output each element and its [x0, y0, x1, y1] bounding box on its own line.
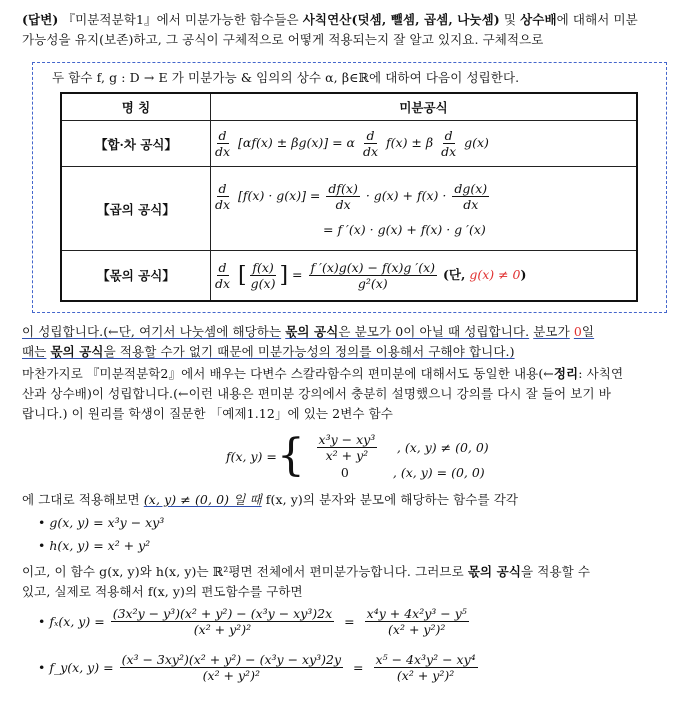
- text: ): [520, 266, 527, 282]
- apply-paragraph: [22, 490, 677, 510]
- derivative-table: [60, 92, 638, 302]
- text: 및: [503, 12, 517, 27]
- table-row: [61, 251, 637, 301]
- table-row: [61, 167, 637, 251]
- text: dx: [335, 196, 351, 212]
- text: d: [218, 180, 227, 196]
- multivariable-paragraph: [22, 364, 677, 424]
- text: fₓ(x, y) =: [49, 614, 105, 629]
- text: x³y − xy³: [318, 432, 376, 447]
- text: g(x): [464, 135, 489, 150]
- text: 을 적용할 수: [521, 564, 591, 579]
- text: g(x): [250, 275, 276, 291]
- sum-rule-formula: [211, 121, 638, 167]
- text: 분모가: [533, 324, 570, 339]
- intro-paragraph: [22, 10, 677, 50]
- condition-text: g(x) ≠ 0: [469, 266, 521, 282]
- text: d: [218, 128, 227, 143]
- text: df(x): [328, 180, 358, 196]
- text: : 사칙연: [578, 366, 624, 381]
- text: d: [218, 259, 227, 275]
- bold-text: 사칙연산(덧셈, 뺄셈, 곱셈, 나눗셈): [302, 12, 500, 27]
- text: dg(x): [454, 180, 488, 196]
- bold-text: 정리: [553, 366, 579, 381]
- brace-icon: {: [276, 430, 305, 481]
- text: g(x, y) = x³y − xy³: [49, 515, 165, 530]
- text: f(x, y) =: [226, 448, 277, 464]
- text: , (x, y) ≠ (0, 0): [396, 440, 489, 455]
- text: (x² + y²)²: [193, 622, 252, 637]
- conclusion-paragraph: [22, 562, 677, 602]
- text: (x² + y²)²: [388, 622, 446, 637]
- table-row: [61, 121, 637, 167]
- text: 가능성을 유지(보존)하고, 그 공식이 구체적으로 어떻게 적용되는지 잘 알고 있지요. 구체적으로: [22, 32, 544, 47]
- text: dx: [215, 275, 231, 291]
- table-header-formula: 미분공식: [211, 93, 638, 121]
- row-name: 【몫의 공식】: [61, 251, 211, 301]
- text: 산과 상수배)이 성립합니다.(←이런 내용은 편미분 강의에서 충분히 설명했으니 강의를 다시 잘 들어 보기 바: [22, 386, 611, 401]
- text: (단,: [443, 266, 466, 282]
- text: 『미분적분학1』에서 미분가능한 함수들은: [62, 12, 299, 27]
- text: 을 적용할 수가 없기 때문에 미분가능성의 정의를 이용해서 구해야 합니다.): [103, 344, 515, 359]
- text: 때는: [22, 344, 47, 359]
- row-name: 【곱의 공식】: [61, 167, 211, 251]
- text: dx: [215, 196, 231, 212]
- text: dx: [441, 144, 457, 159]
- box-intro: 두 함수 f, g : D → E 가 미분가능 & 임의의 상수 α, β∈ℝ에 대하여 다음이 성립한다.: [52, 70, 520, 85]
- text: = f ′(x) · g(x) + f(x) · g ′(x): [323, 221, 486, 237]
- text: 이 성립합니다.(←단, 여기서 나눗셈에 해당하는: [22, 324, 282, 339]
- answer-label: (답변): [22, 12, 59, 27]
- text: (x² + y²)²: [396, 668, 455, 683]
- text: 일: [581, 324, 595, 339]
- text: f(x, y)의 분자와 분모에 해당하는 함수를 각각: [265, 492, 519, 507]
- text: =: [344, 614, 355, 629]
- text: (x³ − 3xy²)(x² + y²) − (x³y − xy³)2y: [121, 652, 342, 667]
- text: d: [366, 128, 375, 143]
- text: (3x²y − y³)(x² + y²) − (x³y − xy³)2x: [112, 606, 333, 621]
- piecewise-function: [226, 432, 489, 480]
- text: , (x, y) = (0, 0): [392, 465, 485, 480]
- bold-text: 몫의 공식: [50, 344, 104, 359]
- text: [αf(x) ± βg(x)] = α: [238, 135, 355, 150]
- red-text: 0: [573, 324, 582, 339]
- bold-text: 상수배: [520, 12, 557, 27]
- fx-derivative: • fₓ(x, y) = $\frac{\text{(3x²y − y³)(x² + y²) − (x³y − xy³)2x}}{\text{(x² + y²)²}}$ = $\frac{\text{x⁴y + 4x²y³ − y⁵}}{\text{(x² + y²)²}}$: [38, 606, 467, 637]
- text: dx: [463, 196, 479, 212]
- text: x⁴y + 4x²y³ − y⁵: [366, 606, 467, 621]
- text: 에 대해서 미분: [556, 12, 638, 27]
- text: x⁵ − 4x³y² − xy⁴: [375, 652, 476, 667]
- bold-text: 몫의 공식: [467, 564, 522, 579]
- note-paragraph: [22, 322, 677, 362]
- text: f_y(x, y) =: [49, 660, 114, 675]
- list-item: • h(x, y) = x² + y²: [38, 538, 151, 553]
- text: 랍니다.) 이 원리를 학생이 질문한 「예제1.12」에 있는 2변수 함수: [22, 406, 393, 421]
- text: 에 그대로 적용해보면: [22, 492, 140, 507]
- text: (x² + y²)²: [202, 668, 260, 683]
- text: f ′(x)g(x) − f(x)g ′(x): [310, 259, 436, 275]
- text: (x, y) ≠ (0, 0) 일 때: [143, 492, 262, 507]
- text: 마찬가지로 『미분적분학2』에서 배우는 다변수 스칼라함수의 편미분에 대해서도 동일한 내용(←: [22, 366, 554, 381]
- text: 있고, 실제로 적용해서 f(x, y)의 편도함수를 구하면: [22, 584, 303, 599]
- product-rule-formula: [211, 167, 638, 251]
- quotient-rule-formula: $\frac{d}{dx}$ [ $\frac{f(x)}{g(x)}$ ] = $\frac{f '(x)g(x) - f(x)g '(x)}{\text{g²(x)}}$ (단, g(x) ≠ 0): [211, 251, 638, 301]
- text: dx: [362, 144, 379, 159]
- text: d: [444, 128, 453, 143]
- fy-derivative: • f_y(x, y) = $\frac{\text{(x³ − 3xy²)(x² + y²) − (x³y − xy³)2y}}{\text{(x² + y²)²}}$ = $\frac{\text{x⁵ − 4x³y² − xy⁴}}{\text{(x² + y²)²}}$: [38, 652, 476, 683]
- row-name: 【합·차 공식】: [61, 121, 211, 167]
- text: 이고, 이 함수 g(x, y)와 h(x, y)는 ℝ²평면 전체에서 편미분가능합니다. 그러므로: [22, 564, 464, 579]
- text: 은 분모가 0이 아닐 때 성립합니다.: [338, 324, 530, 339]
- bold-text: 몫의 공식: [285, 324, 339, 339]
- table-header-name: 명 칭: [61, 93, 211, 121]
- text: · g(x) + f(x) ·: [365, 187, 447, 203]
- text: f(x) ± β: [386, 135, 434, 150]
- text: x² + y²: [325, 448, 369, 463]
- list-item: • g(x, y) = x³y − xy³: [38, 515, 165, 530]
- text: [f(x) · g(x)] =: [238, 187, 321, 203]
- text: dx: [215, 144, 231, 159]
- text: 0: [340, 465, 349, 480]
- text: h(x, y) = x² + y²: [49, 538, 151, 553]
- text: f(x): [252, 259, 274, 275]
- text: g²(x): [357, 275, 388, 291]
- text: =: [353, 660, 364, 675]
